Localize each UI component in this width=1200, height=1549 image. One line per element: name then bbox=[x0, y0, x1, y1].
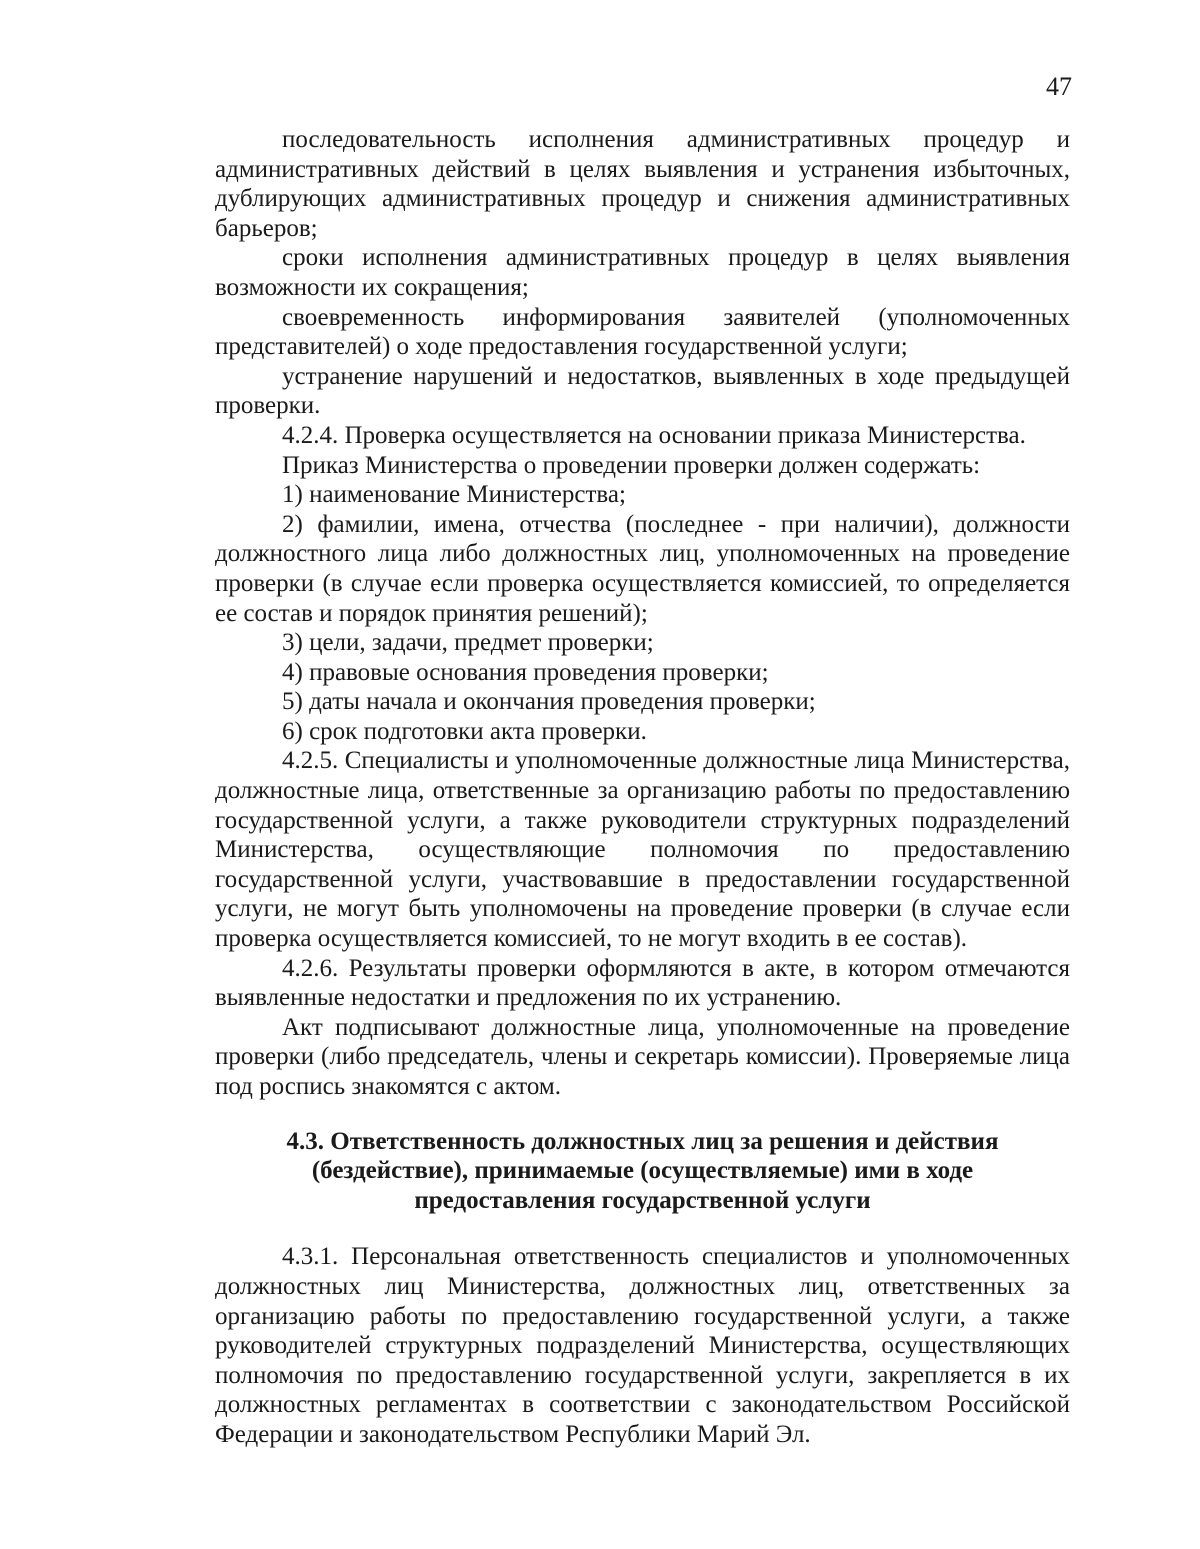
paragraph: своевременность информирования заявителей (уполномоченных представителей) о ходе предоставления государственной услуги; bbox=[215, 303, 1070, 361]
paragraph: устранение нарушений и недостатков, выявленных в ходе предыдущей проверки. bbox=[215, 362, 1070, 420]
paragraph: Приказ Министерства о проведении проверки должен содержать: bbox=[282, 451, 981, 479]
list-item: 3) цели, задачи, предмет проверки; bbox=[282, 629, 654, 657]
paragraph: 4.2.6. Результаты проверки оформляются в акте, в котором отмечаются выявленные недостатки и предложения по их устранению. bbox=[215, 954, 1070, 1012]
document-body bbox=[215, 125, 1070, 1450]
paragraph: 4.2.5. Специалисты и уполномоченные должностные лица Министерства, должностные лица, ответственные за организацию работы по предоставлению государственной услуги, а также руководители структурных подразделений Министерства, осуществляющие полномочия по предоставлению государственной услуги, участвовавшие в предоставлении государственной услуги, не могут быть уполномочены на проведение проверки (в случае если проверка осуществляется комиссией, то не могут входить в ее состав). bbox=[215, 747, 1070, 953]
page-number: 47 bbox=[1046, 72, 1072, 101]
paragraph: сроки исполнения административных процедур в целях выявления возможности их сокращения; bbox=[215, 244, 1070, 301]
list-item: 5) даты начала и окончания проведения проверки; bbox=[282, 688, 816, 716]
list-item: 2) фамилии, имена, отчества (последнее - при наличии), должности должностного лица либо должностных лиц, уполномоченных на проведение проверки (в случае если проверка осуществляется комиссией, то определяется ее состав и порядок принятия решений); bbox=[215, 510, 1070, 627]
paragraph: последовательность исполнения административных процедур и административных действий в целях выявления и устранения избыточных, дублирующих административных процедур и снижения административных барьеров; bbox=[215, 126, 1070, 242]
paragraph: 4.2.4. Проверка осуществляется на основании приказа Министерства. bbox=[282, 421, 1026, 449]
section-heading: 4.3. Ответственность должностных лиц за решения и действия (бездействие), принимаемые (осуществляемые) ими в ходе предоставления государственной услуги bbox=[286, 1127, 999, 1214]
list-item: 4) правовые основания проведения проверки; bbox=[282, 658, 769, 686]
paragraph: 4.3.1. Персональная ответственность специалистов и уполномоченных должностных лиц Министерства, должностных лиц, ответственных за организацию работы по предоставлению государственной услуги, а также руководителей структурных подразделений Министерства, осуществляющих полномочия по предоставлению государственной услуги, закрепляется в их должностных регламентах в соответствии с законодательством Российской Федерации и законодательством Республики Марий Эл. bbox=[215, 1243, 1070, 1448]
list-item: 6) срок подготовки акта проверки. bbox=[282, 717, 647, 745]
list-item: 1) наименование Министерства; bbox=[282, 481, 626, 509]
paragraph: Акт подписывают должностные лица, уполномоченные на проведение проверки (либо председатель, члены и секретарь комиссии). Проверяемые лица под роспись знакомятся с актом. bbox=[215, 1013, 1070, 1100]
